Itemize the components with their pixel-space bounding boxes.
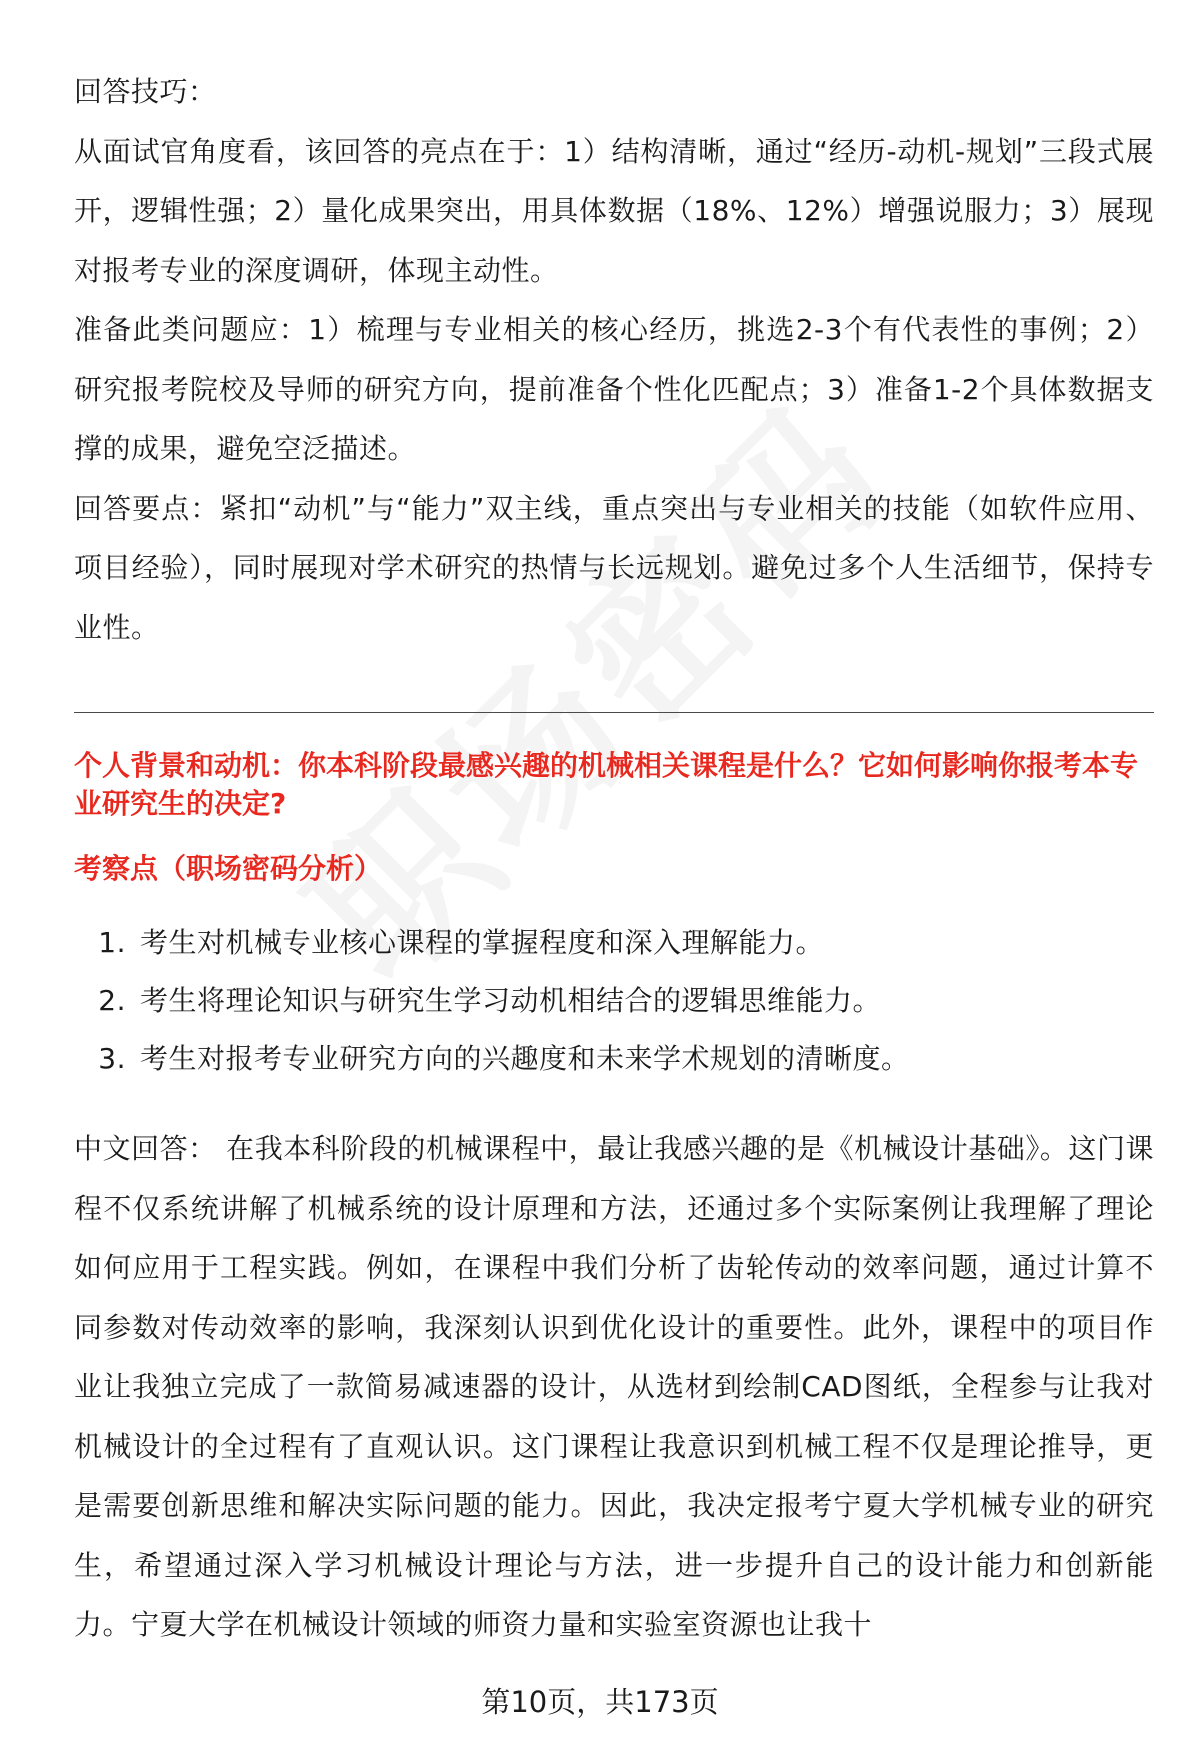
list-item [74,1030,1154,1088]
section-divider [74,712,1154,713]
assessment-points-list [74,914,1154,1088]
tips-paragraph-highlights: 从面试官角度看，该回答的亮点在于：1）结构清晰，通过“经历-动机-规划”三段式展开，逻辑性强；2）量化成果突出，用具体数据（18%、12%）增强说服力；3）展现对报考专业的深度调研，体现主动性。 [74,134,1154,287]
list-item-number: 3. [98,1042,126,1075]
tips-heading: 回答技巧： [74,75,217,108]
list-item-text: 考生对报考专业研究方向的兴趣度和未来学术规划的清晰度。 [140,1042,910,1075]
list-item-text: 考生对机械专业核心课程的掌握程度和深入理解能力。 [140,926,825,959]
answer-paragraph: 中文回答： 在我本科阶段的机械课程中，最让我感兴趣的是《机械设计基础》。这门课程不仅系统讲解了机械系统的设计原理和方法，还通过多个实际案例让我理解了理论如何应用于工程实践。例如，在课程中我们分析了齿轮传动的效率问题，通过计算不同参数对传动效率的影响，我深刻认识到优化设计的重要性。此外，课程中的项目作业让我独立完成了一款简易减速器的设计，从选材到绘制CAD图纸，全程参与让我对机械设计的全过程有了直观认识。这门课程让我意识到机械工程不仅是理论推导，更是需要创新思维和解决实际问题的能力。因此，我决定报考宁夏大学机械专业的研究生，希望通过深入学习机械设计理论与方法，进一步提升自己的设计能力和创新能力。宁夏大学在机械设计领域的师资力量和实验室资源也让我十 [74,1132,1154,1641]
page-number: 第10页，共173页 [481,1685,719,1719]
tips-paragraph-preparation: 准备此类问题应：1）梳理与专业相关的核心经历，挑选2-3个有代表性的事例；2）研究报考院校及导师的研究方向，提前准备个性化匹配点；3）准备1-2个具体数据支撑的成果，避免空泛描述。 [74,313,1154,465]
list-item [74,914,1154,972]
list-item-number: 1. [98,926,126,959]
list-item-number: 2. [98,984,126,1017]
tips-paragraph-key-points: 回答要点：紧扣“动机”与“能力”双主线，重点突出与专业相关的技能（如软件应用、项目经验），同时展现对学术研究的热情与长远规划。避免过多个人生活细节，保持专业性。 [74,491,1154,644]
list-item-text: 考生将理论知识与研究生学习动机相结合的逻辑思维能力。 [140,984,882,1017]
page-content [74,62,1154,1655]
assessment-points-title: 考察点（职场密码分析） [74,852,383,885]
list-item [74,972,1154,1030]
question-title: 个人背景和动机：你本科阶段最感兴趣的机械相关课程是什么？它如何影响你报考本专业研究生的决定? [74,749,1139,820]
